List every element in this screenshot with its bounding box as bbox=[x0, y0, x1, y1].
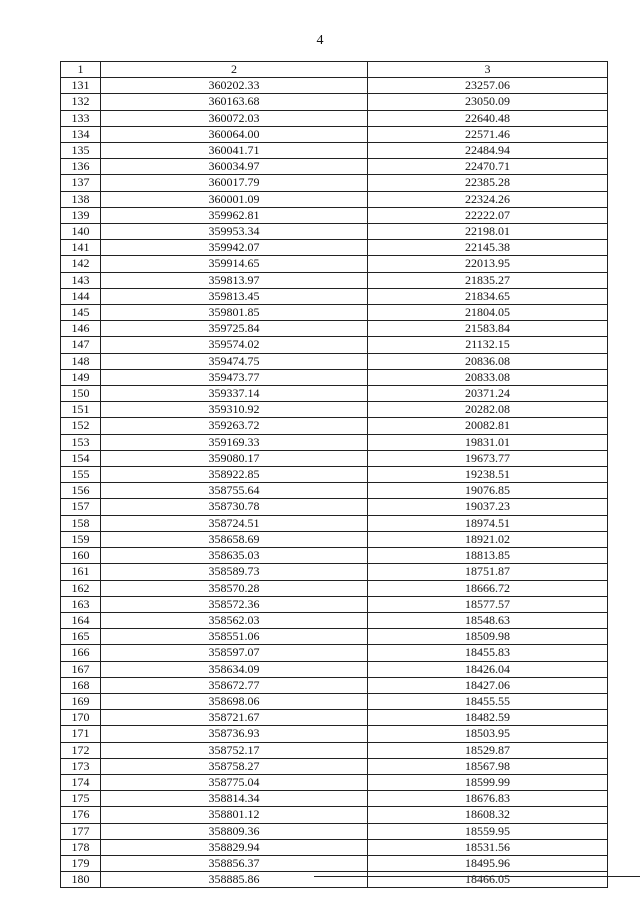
x-coordinate-cell: 358551.06 bbox=[101, 629, 368, 645]
point-number-cell: 155 bbox=[61, 467, 101, 483]
point-number-cell: 173 bbox=[61, 758, 101, 774]
table-row bbox=[61, 661, 608, 677]
table-row bbox=[61, 823, 608, 839]
y-coordinate-cell: 19238.51 bbox=[368, 467, 608, 483]
point-number-cell: 175 bbox=[61, 791, 101, 807]
point-number-cell: 145 bbox=[61, 305, 101, 321]
y-coordinate-cell: 22470.71 bbox=[368, 159, 608, 175]
x-coordinate-cell: 359725.84 bbox=[101, 321, 368, 337]
x-coordinate-cell: 358597.07 bbox=[101, 645, 368, 661]
table-row bbox=[61, 791, 608, 807]
table-row bbox=[61, 580, 608, 596]
point-number-cell: 139 bbox=[61, 207, 101, 223]
y-coordinate-cell: 21834.65 bbox=[368, 288, 608, 304]
point-number-cell: 169 bbox=[61, 693, 101, 709]
x-coordinate-cell: 359337.14 bbox=[101, 386, 368, 402]
table-row bbox=[61, 693, 608, 709]
point-number-cell: 177 bbox=[61, 823, 101, 839]
table-row bbox=[61, 612, 608, 628]
point-number-cell: 143 bbox=[61, 272, 101, 288]
table-row bbox=[61, 629, 608, 645]
x-coordinate-cell: 358570.28 bbox=[101, 580, 368, 596]
table-row bbox=[61, 207, 608, 223]
x-coordinate-cell: 358755.64 bbox=[101, 483, 368, 499]
y-coordinate-cell: 20082.81 bbox=[368, 418, 608, 434]
y-coordinate-cell: 18599.99 bbox=[368, 774, 608, 790]
point-number-cell: 174 bbox=[61, 774, 101, 790]
table-row bbox=[61, 353, 608, 369]
point-number-cell: 151 bbox=[61, 402, 101, 418]
x-coordinate-cell: 358801.12 bbox=[101, 807, 368, 823]
point-number-cell: 140 bbox=[61, 224, 101, 240]
x-coordinate-cell: 358856.37 bbox=[101, 855, 368, 871]
x-coordinate-cell: 358721.67 bbox=[101, 710, 368, 726]
table-row bbox=[61, 758, 608, 774]
table-row bbox=[61, 499, 608, 515]
y-coordinate-cell: 22222.07 bbox=[368, 207, 608, 223]
table-row bbox=[61, 710, 608, 726]
point-number-cell: 141 bbox=[61, 240, 101, 256]
table-row bbox=[61, 450, 608, 466]
table-row bbox=[61, 548, 608, 564]
x-coordinate-cell: 358885.86 bbox=[101, 872, 368, 888]
y-coordinate-cell: 23257.06 bbox=[368, 78, 608, 94]
point-number-cell: 153 bbox=[61, 434, 101, 450]
point-number-cell: 163 bbox=[61, 596, 101, 612]
table-row bbox=[61, 483, 608, 499]
x-coordinate-cell: 358562.03 bbox=[101, 612, 368, 628]
table-row bbox=[61, 288, 608, 304]
x-coordinate-cell: 359953.34 bbox=[101, 224, 368, 240]
x-coordinate-cell: 360072.03 bbox=[101, 110, 368, 126]
y-coordinate-cell: 22013.95 bbox=[368, 256, 608, 272]
y-coordinate-cell: 20836.08 bbox=[368, 353, 608, 369]
point-number-cell: 158 bbox=[61, 515, 101, 531]
point-number-cell: 135 bbox=[61, 143, 101, 159]
x-coordinate-cell: 358730.78 bbox=[101, 499, 368, 515]
y-coordinate-cell: 18608.32 bbox=[368, 807, 608, 823]
table-row bbox=[61, 402, 608, 418]
table-row bbox=[61, 807, 608, 823]
y-coordinate-cell: 20282.08 bbox=[368, 402, 608, 418]
y-coordinate-cell: 18482.59 bbox=[368, 710, 608, 726]
x-coordinate-cell: 358572.36 bbox=[101, 596, 368, 612]
table-row bbox=[61, 386, 608, 402]
point-number-cell: 180 bbox=[61, 872, 101, 888]
point-number-cell: 162 bbox=[61, 580, 101, 596]
x-coordinate-cell: 360041.71 bbox=[101, 143, 368, 159]
x-coordinate-cell: 359914.65 bbox=[101, 256, 368, 272]
x-coordinate-cell: 359474.75 bbox=[101, 353, 368, 369]
y-coordinate-cell: 20371.24 bbox=[368, 386, 608, 402]
point-number-cell: 179 bbox=[61, 855, 101, 871]
x-coordinate-cell: 358658.69 bbox=[101, 531, 368, 547]
y-coordinate-cell: 18666.72 bbox=[368, 580, 608, 596]
table-row bbox=[61, 143, 608, 159]
point-number-cell: 149 bbox=[61, 369, 101, 385]
x-coordinate-cell: 360202.33 bbox=[101, 78, 368, 94]
table-row bbox=[61, 855, 608, 871]
point-number-cell: 147 bbox=[61, 337, 101, 353]
table-row bbox=[61, 531, 608, 547]
y-coordinate-cell: 18503.95 bbox=[368, 726, 608, 742]
y-coordinate-cell: 18559.95 bbox=[368, 823, 608, 839]
y-coordinate-cell: 19076.85 bbox=[368, 483, 608, 499]
x-coordinate-cell: 358775.04 bbox=[101, 774, 368, 790]
x-coordinate-cell: 360017.79 bbox=[101, 175, 368, 191]
x-coordinate-cell: 359263.72 bbox=[101, 418, 368, 434]
table-row bbox=[61, 645, 608, 661]
point-number-cell: 160 bbox=[61, 548, 101, 564]
y-coordinate-cell: 22571.46 bbox=[368, 126, 608, 142]
y-coordinate-cell: 18455.83 bbox=[368, 645, 608, 661]
y-coordinate-cell: 18813.85 bbox=[368, 548, 608, 564]
table-row bbox=[61, 742, 608, 758]
y-coordinate-cell: 21835.27 bbox=[368, 272, 608, 288]
x-coordinate-cell: 358698.06 bbox=[101, 693, 368, 709]
y-coordinate-cell: 22385.28 bbox=[368, 175, 608, 191]
point-number-cell: 178 bbox=[61, 839, 101, 855]
y-coordinate-cell: 18567.98 bbox=[368, 758, 608, 774]
x-coordinate-cell: 360034.97 bbox=[101, 159, 368, 175]
table-row bbox=[61, 191, 608, 207]
y-coordinate-cell: 18751.87 bbox=[368, 564, 608, 580]
table-row bbox=[61, 677, 608, 693]
point-number-cell: 172 bbox=[61, 742, 101, 758]
table-row bbox=[61, 321, 608, 337]
table-row bbox=[61, 369, 608, 385]
x-coordinate-cell: 359310.92 bbox=[101, 402, 368, 418]
table-row bbox=[61, 467, 608, 483]
x-coordinate-cell: 358724.51 bbox=[101, 515, 368, 531]
y-coordinate-cell: 18466.05 bbox=[368, 872, 608, 888]
y-coordinate-cell: 18529.87 bbox=[368, 742, 608, 758]
point-number-cell: 168 bbox=[61, 677, 101, 693]
page-number: 4 bbox=[316, 33, 324, 48]
x-coordinate-cell: 360001.09 bbox=[101, 191, 368, 207]
y-coordinate-cell: 22324.26 bbox=[368, 191, 608, 207]
point-number-cell: 157 bbox=[61, 499, 101, 515]
table-row bbox=[61, 110, 608, 126]
coordinates-table bbox=[60, 61, 608, 888]
y-coordinate-cell: 18427.06 bbox=[368, 677, 608, 693]
x-coordinate-cell: 359574.02 bbox=[101, 337, 368, 353]
point-number-cell: 171 bbox=[61, 726, 101, 742]
x-coordinate-cell: 358922.85 bbox=[101, 467, 368, 483]
x-coordinate-cell: 358589.73 bbox=[101, 564, 368, 580]
point-number-cell: 164 bbox=[61, 612, 101, 628]
y-coordinate-cell: 21583.84 bbox=[368, 321, 608, 337]
point-number-cell: 146 bbox=[61, 321, 101, 337]
x-coordinate-cell: 360163.68 bbox=[101, 94, 368, 110]
x-coordinate-cell: 359801.85 bbox=[101, 305, 368, 321]
y-coordinate-cell: 21132.15 bbox=[368, 337, 608, 353]
point-number-cell: 132 bbox=[61, 94, 101, 110]
point-number-cell: 152 bbox=[61, 418, 101, 434]
table-row bbox=[61, 872, 608, 888]
point-number-cell: 150 bbox=[61, 386, 101, 402]
column-header-2: 2 bbox=[101, 62, 368, 78]
y-coordinate-cell: 18974.51 bbox=[368, 515, 608, 531]
y-coordinate-cell: 19673.77 bbox=[368, 450, 608, 466]
point-number-cell: 166 bbox=[61, 645, 101, 661]
table-row bbox=[61, 774, 608, 790]
x-coordinate-cell: 358814.34 bbox=[101, 791, 368, 807]
y-coordinate-cell: 22145.38 bbox=[368, 240, 608, 256]
x-coordinate-cell: 360064.00 bbox=[101, 126, 368, 142]
table-row bbox=[61, 224, 608, 240]
x-coordinate-cell: 358635.03 bbox=[101, 548, 368, 564]
table-row bbox=[61, 305, 608, 321]
point-number-cell: 148 bbox=[61, 353, 101, 369]
table-row bbox=[61, 175, 608, 191]
y-coordinate-cell: 22198.01 bbox=[368, 224, 608, 240]
table-row bbox=[61, 596, 608, 612]
point-number-cell: 136 bbox=[61, 159, 101, 175]
table-body bbox=[61, 78, 608, 888]
table-row bbox=[61, 272, 608, 288]
table-row bbox=[61, 78, 608, 94]
y-coordinate-cell: 18548.63 bbox=[368, 612, 608, 628]
point-number-cell: 133 bbox=[61, 110, 101, 126]
point-number-cell: 137 bbox=[61, 175, 101, 191]
x-coordinate-cell: 358809.36 bbox=[101, 823, 368, 839]
point-number-cell: 170 bbox=[61, 710, 101, 726]
table-row bbox=[61, 418, 608, 434]
y-coordinate-cell: 19831.01 bbox=[368, 434, 608, 450]
y-coordinate-cell: 23050.09 bbox=[368, 94, 608, 110]
y-coordinate-cell: 22484.94 bbox=[368, 143, 608, 159]
y-coordinate-cell: 18509.98 bbox=[368, 629, 608, 645]
point-number-cell: 131 bbox=[61, 78, 101, 94]
point-number-cell: 165 bbox=[61, 629, 101, 645]
table-row bbox=[61, 256, 608, 272]
y-coordinate-cell: 18495.96 bbox=[368, 855, 608, 871]
y-coordinate-cell: 18921.02 bbox=[368, 531, 608, 547]
y-coordinate-cell: 18426.04 bbox=[368, 661, 608, 677]
y-coordinate-cell: 21804.05 bbox=[368, 305, 608, 321]
x-coordinate-cell: 358829.94 bbox=[101, 839, 368, 855]
y-coordinate-cell: 18577.57 bbox=[368, 596, 608, 612]
y-coordinate-cell: 22640.48 bbox=[368, 110, 608, 126]
table-row bbox=[61, 726, 608, 742]
point-number-cell: 144 bbox=[61, 288, 101, 304]
point-number-cell: 167 bbox=[61, 661, 101, 677]
x-coordinate-cell: 358752.17 bbox=[101, 742, 368, 758]
table-row bbox=[61, 240, 608, 256]
y-coordinate-cell: 18531.56 bbox=[368, 839, 608, 855]
y-coordinate-cell: 18455.55 bbox=[368, 693, 608, 709]
table-row bbox=[61, 94, 608, 110]
point-number-cell: 159 bbox=[61, 531, 101, 547]
x-coordinate-cell: 358634.09 bbox=[101, 661, 368, 677]
x-coordinate-cell: 359473.77 bbox=[101, 369, 368, 385]
point-number-cell: 156 bbox=[61, 483, 101, 499]
table-row bbox=[61, 159, 608, 175]
column-header-3: 3 bbox=[368, 62, 608, 78]
table-header-row bbox=[61, 62, 608, 78]
column-header-1: 1 bbox=[61, 62, 101, 78]
table-row bbox=[61, 126, 608, 142]
x-coordinate-cell: 359080.17 bbox=[101, 450, 368, 466]
x-coordinate-cell: 358736.93 bbox=[101, 726, 368, 742]
x-coordinate-cell: 359169.33 bbox=[101, 434, 368, 450]
point-number-cell: 134 bbox=[61, 126, 101, 142]
table-row bbox=[61, 839, 608, 855]
x-coordinate-cell: 359962.81 bbox=[101, 207, 368, 223]
footer-rule bbox=[314, 876, 640, 877]
point-number-cell: 138 bbox=[61, 191, 101, 207]
table-row bbox=[61, 515, 608, 531]
table-row bbox=[61, 564, 608, 580]
point-number-cell: 161 bbox=[61, 564, 101, 580]
x-coordinate-cell: 359942.07 bbox=[101, 240, 368, 256]
x-coordinate-cell: 358758.27 bbox=[101, 758, 368, 774]
y-coordinate-cell: 20833.08 bbox=[368, 369, 608, 385]
x-coordinate-cell: 359813.45 bbox=[101, 288, 368, 304]
x-coordinate-cell: 359813.97 bbox=[101, 272, 368, 288]
point-number-cell: 176 bbox=[61, 807, 101, 823]
x-coordinate-cell: 358672.77 bbox=[101, 677, 368, 693]
table-row bbox=[61, 337, 608, 353]
y-coordinate-cell: 18676.83 bbox=[368, 791, 608, 807]
y-coordinate-cell: 19037.23 bbox=[368, 499, 608, 515]
point-number-cell: 154 bbox=[61, 450, 101, 466]
table-row bbox=[61, 434, 608, 450]
point-number-cell: 142 bbox=[61, 256, 101, 272]
